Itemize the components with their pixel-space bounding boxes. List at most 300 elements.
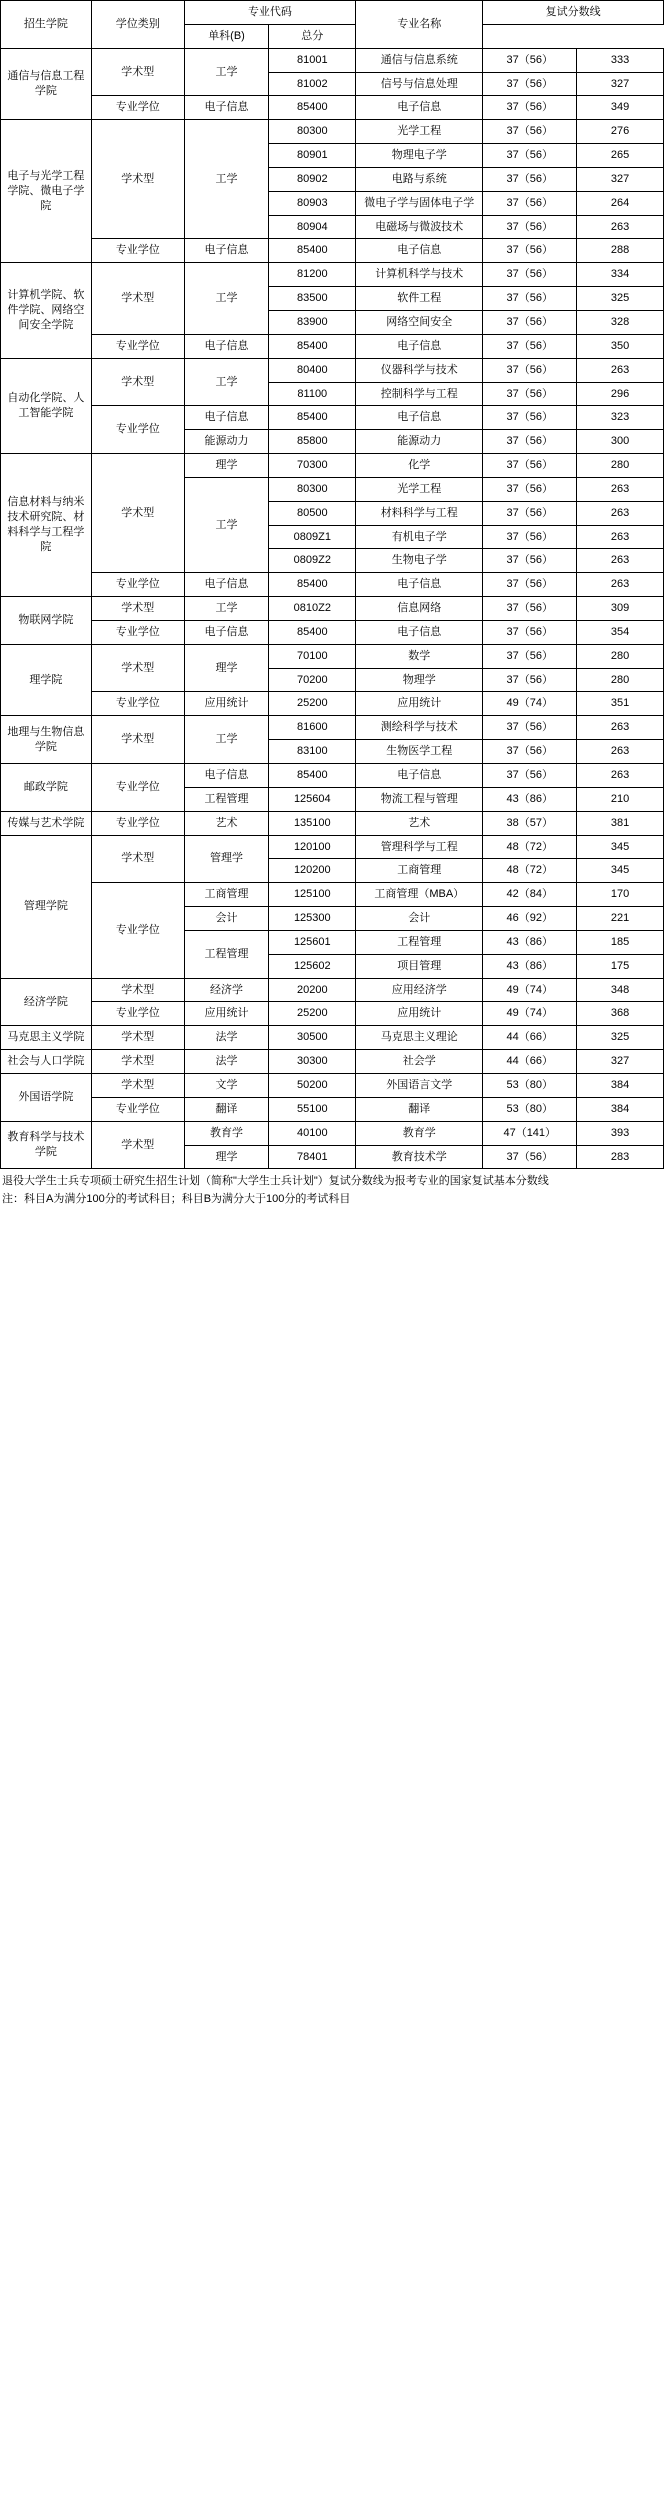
- cell-major-name: 物流工程与管理: [356, 787, 483, 811]
- cell-major-name: 教育学: [356, 1121, 483, 1145]
- cell-major-code: 30300: [269, 1050, 356, 1074]
- cell-college: 马克思主义学院: [1, 1026, 92, 1050]
- cell-total-score: 309: [577, 597, 664, 621]
- cell-major-code: 83500: [269, 287, 356, 311]
- cell-major-code: 80400: [269, 358, 356, 382]
- table-row: [1, 692, 664, 716]
- cell-major-name: 网络空间安全: [356, 310, 483, 334]
- cell-single-subject-score: 37（56）: [483, 1145, 577, 1169]
- cell-college: 教育科学与技术学院: [1, 1121, 92, 1169]
- cell-major-name: 电子信息: [356, 764, 483, 788]
- cell-category: 电子信息: [184, 239, 269, 263]
- cell-major-name: 信息网络: [356, 597, 483, 621]
- cell-single-subject-score: 48（72）: [483, 835, 577, 859]
- cell-category: 理学: [184, 454, 269, 478]
- cell-single-subject-score: 37（56）: [483, 382, 577, 406]
- cell-total-score: 265: [577, 144, 664, 168]
- cell-degree-type: 学术型: [91, 644, 184, 692]
- note-line-1: 退役大学生士兵专项硕士研究生招生计划（简称"大学生士兵计划"）复试分数线为报考专业的国家复试基本分数线: [2, 1175, 549, 1188]
- cell-major-name: 生物医学工程: [356, 740, 483, 764]
- header-total: 总分: [269, 24, 356, 48]
- cell-degree-type: 专业学位: [91, 811, 184, 835]
- cell-major-code: 80500: [269, 501, 356, 525]
- cell-category: 能源动力: [184, 430, 269, 454]
- cell-degree-type: 学术型: [91, 48, 184, 96]
- cell-major-name: 外国语言文学: [356, 1073, 483, 1097]
- cell-major-code: 83100: [269, 740, 356, 764]
- header-retest-line: 复试分数线: [483, 1, 664, 25]
- cell-degree-type: 专业学位: [91, 883, 184, 978]
- cell-major-code: 78401: [269, 1145, 356, 1169]
- cell-total-score: 348: [577, 978, 664, 1002]
- cell-major-name: 项目管理: [356, 954, 483, 978]
- cell-college: 外国语学院: [1, 1073, 92, 1121]
- cell-single-subject-score: 37（56）: [483, 215, 577, 239]
- cell-category: 理学: [184, 644, 269, 692]
- table-row: [1, 883, 664, 907]
- cell-single-subject-score: 37（56）: [483, 334, 577, 358]
- cell-major-name: 工商管理: [356, 859, 483, 883]
- cell-major-name: 管理科学与工程: [356, 835, 483, 859]
- cell-total-score: 283: [577, 1145, 664, 1169]
- cell-total-score: 288: [577, 239, 664, 263]
- cell-major-name: 电子信息: [356, 406, 483, 430]
- cell-single-subject-score: 37（56）: [483, 716, 577, 740]
- cell-degree-type: 专业学位: [91, 620, 184, 644]
- cell-major-name: 仪器科学与技术: [356, 358, 483, 382]
- cell-category: 文学: [184, 1073, 269, 1097]
- table-row: [1, 620, 664, 644]
- cell-major-code: 85400: [269, 96, 356, 120]
- cell-major-code: 80904: [269, 215, 356, 239]
- cell-degree-type: 学术型: [91, 1026, 184, 1050]
- cell-single-subject-score: 53（80）: [483, 1097, 577, 1121]
- cell-total-score: 384: [577, 1073, 664, 1097]
- retest-score-table: [0, 0, 664, 1169]
- cell-category: 工学: [184, 597, 269, 621]
- cell-total-score: 368: [577, 1002, 664, 1026]
- cell-single-subject-score: 37（56）: [483, 239, 577, 263]
- cell-single-subject-score: 37（56）: [483, 764, 577, 788]
- cell-single-subject-score: 42（84）: [483, 883, 577, 907]
- cell-single-subject-score: 44（66）: [483, 1026, 577, 1050]
- cell-single-subject-score: 48（72）: [483, 859, 577, 883]
- cell-category: 艺术: [184, 811, 269, 835]
- cell-total-score: 345: [577, 859, 664, 883]
- cell-total-score: 334: [577, 263, 664, 287]
- cell-total-score: 327: [577, 72, 664, 96]
- cell-major-code: 120100: [269, 835, 356, 859]
- cell-total-score: 280: [577, 668, 664, 692]
- cell-single-subject-score: 37（56）: [483, 191, 577, 215]
- cell-single-subject-score: 37（56）: [483, 740, 577, 764]
- cell-major-name: 通信与信息系统: [356, 48, 483, 72]
- cell-single-subject-score: 37（56）: [483, 644, 577, 668]
- cell-category: 应用统计: [184, 1002, 269, 1026]
- cell-major-name: 信号与信息处理: [356, 72, 483, 96]
- cell-single-subject-score: 37（56）: [483, 525, 577, 549]
- cell-single-subject-score: 38（57）: [483, 811, 577, 835]
- cell-single-subject-score: 37（56）: [483, 120, 577, 144]
- cell-major-name: 电子信息: [356, 239, 483, 263]
- cell-single-subject-score: 43（86）: [483, 930, 577, 954]
- cell-college: 计算机学院、软件学院、网络空间安全学院: [1, 263, 92, 358]
- cell-major-name: 微电子学与固体电子学: [356, 191, 483, 215]
- cell-total-score: 263: [577, 477, 664, 501]
- cell-category: 工学: [184, 716, 269, 764]
- cell-major-code: 81002: [269, 72, 356, 96]
- cell-major-code: 0809Z1: [269, 525, 356, 549]
- cell-college: 社会与人口学院: [1, 1050, 92, 1074]
- cell-major-code: 80902: [269, 167, 356, 191]
- cell-major-code: 85800: [269, 430, 356, 454]
- cell-category: 工学: [184, 48, 269, 96]
- cell-category: 工程管理: [184, 787, 269, 811]
- cell-major-code: 135100: [269, 811, 356, 835]
- cell-major-name: 控制科学与工程: [356, 382, 483, 406]
- cell-degree-type: 专业学位: [91, 334, 184, 358]
- cell-total-score: 349: [577, 96, 664, 120]
- cell-major-name: 应用统计: [356, 1002, 483, 1026]
- cell-single-subject-score: 37（56）: [483, 72, 577, 96]
- cell-college: 管理学院: [1, 835, 92, 978]
- table-row: [1, 120, 664, 144]
- cell-major-code: 81600: [269, 716, 356, 740]
- cell-total-score: 325: [577, 1026, 664, 1050]
- cell-total-score: 280: [577, 644, 664, 668]
- cell-major-code: 125602: [269, 954, 356, 978]
- cell-total-score: 280: [577, 454, 664, 478]
- table-row: [1, 1121, 664, 1145]
- cell-major-code: 81100: [269, 382, 356, 406]
- cell-total-score: 325: [577, 287, 664, 311]
- table-header: [1, 1, 664, 49]
- cell-major-code: 30500: [269, 1026, 356, 1050]
- cell-college: 地理与生物信息学院: [1, 716, 92, 764]
- cell-single-subject-score: 49（74）: [483, 1002, 577, 1026]
- cell-major-code: 85400: [269, 573, 356, 597]
- cell-category: 法学: [184, 1026, 269, 1050]
- cell-total-score: 263: [577, 716, 664, 740]
- cell-major-code: 55100: [269, 1097, 356, 1121]
- cell-total-score: 263: [577, 215, 664, 239]
- cell-major-name: 马克思主义理论: [356, 1026, 483, 1050]
- cell-degree-type: 学术型: [91, 716, 184, 764]
- cell-single-subject-score: 49（74）: [483, 978, 577, 1002]
- cell-major-name: 能源动力: [356, 430, 483, 454]
- cell-major-name: 翻译: [356, 1097, 483, 1121]
- cell-category: 电子信息: [184, 573, 269, 597]
- cell-major-code: 125601: [269, 930, 356, 954]
- table-row: [1, 597, 664, 621]
- cell-total-score: 263: [577, 358, 664, 382]
- cell-major-name: 艺术: [356, 811, 483, 835]
- cell-category: 工商管理: [184, 883, 269, 907]
- cell-degree-type: 学术型: [91, 263, 184, 335]
- table-row: [1, 1073, 664, 1097]
- note-line-2: 注：科目A为满分100分的考试科目；科目B为满分大于100分的考试科目: [2, 1192, 351, 1205]
- header-college: 招生学院: [1, 1, 92, 49]
- cell-college: 自动化学院、人工智能学院: [1, 358, 92, 453]
- cell-major-name: 生物电子学: [356, 549, 483, 573]
- cell-major-code: 70100: [269, 644, 356, 668]
- cell-total-score: 381: [577, 811, 664, 835]
- header-major-code: 专业代码: [184, 1, 356, 25]
- cell-college: 信息材料与纳米技术研究院、材料科学与工程学院: [1, 454, 92, 597]
- cell-major-code: 80901: [269, 144, 356, 168]
- cell-total-score: 333: [577, 48, 664, 72]
- header-major-name: 专业名称: [356, 1, 483, 49]
- cell-total-score: 263: [577, 740, 664, 764]
- cell-degree-type: 专业学位: [91, 692, 184, 716]
- cell-single-subject-score: 49（74）: [483, 692, 577, 716]
- cell-college: 经济学院: [1, 978, 92, 1026]
- cell-category: 工学: [184, 358, 269, 406]
- cell-single-subject-score: 53（80）: [483, 1073, 577, 1097]
- cell-degree-type: 学术型: [91, 597, 184, 621]
- table-row: [1, 716, 664, 740]
- cell-category: 电子信息: [184, 96, 269, 120]
- cell-degree-type: 学术型: [91, 1050, 184, 1074]
- cell-major-code: 81001: [269, 48, 356, 72]
- cell-category: 工程管理: [184, 930, 269, 978]
- table-row: [1, 978, 664, 1002]
- cell-category: 理学: [184, 1145, 269, 1169]
- cell-college: 邮政学院: [1, 764, 92, 812]
- cell-total-score: 328: [577, 310, 664, 334]
- cell-major-code: 83900: [269, 310, 356, 334]
- cell-total-score: 350: [577, 334, 664, 358]
- cell-category: 电子信息: [184, 334, 269, 358]
- cell-major-code: 120200: [269, 859, 356, 883]
- cell-single-subject-score: 37（56）: [483, 501, 577, 525]
- cell-single-subject-score: 37（56）: [483, 454, 577, 478]
- cell-single-subject-score: 43（86）: [483, 787, 577, 811]
- cell-major-name: 物理学: [356, 668, 483, 692]
- cell-category: 教育学: [184, 1121, 269, 1145]
- cell-major-name: 化学: [356, 454, 483, 478]
- cell-major-name: 电子信息: [356, 96, 483, 120]
- cell-college: 电子与光学工程学院、微电子学院: [1, 120, 92, 263]
- table-notes: [0, 1169, 664, 1210]
- cell-college: 传媒与艺术学院: [1, 811, 92, 835]
- cell-single-subject-score: 37（56）: [483, 287, 577, 311]
- table-row: [1, 811, 664, 835]
- cell-major-name: 材料科学与工程: [356, 501, 483, 525]
- cell-major-name: 电子信息: [356, 573, 483, 597]
- cell-total-score: 175: [577, 954, 664, 978]
- cell-total-score: 354: [577, 620, 664, 644]
- cell-major-name: 工程管理: [356, 930, 483, 954]
- cell-category: 工学: [184, 263, 269, 335]
- cell-total-score: 221: [577, 907, 664, 931]
- cell-major-name: 会计: [356, 907, 483, 931]
- cell-category: 翻译: [184, 1097, 269, 1121]
- cell-major-code: 20200: [269, 978, 356, 1002]
- cell-college: 物联网学院: [1, 597, 92, 645]
- cell-total-score: 393: [577, 1121, 664, 1145]
- header-row-1: [1, 1, 664, 25]
- cell-single-subject-score: 37（56）: [483, 597, 577, 621]
- cell-single-subject-score: 37（56）: [483, 668, 577, 692]
- cell-major-name: 光学工程: [356, 120, 483, 144]
- cell-major-code: 80903: [269, 191, 356, 215]
- cell-category: 应用统计: [184, 692, 269, 716]
- table-body: [1, 48, 664, 1169]
- table-row: [1, 406, 664, 430]
- table-row: [1, 454, 664, 478]
- cell-single-subject-score: 37（56）: [483, 430, 577, 454]
- header-degree-type: 学位类别: [91, 1, 184, 49]
- cell-major-code: 50200: [269, 1073, 356, 1097]
- cell-total-score: 263: [577, 501, 664, 525]
- cell-degree-type: 学术型: [91, 120, 184, 239]
- cell-total-score: 263: [577, 525, 664, 549]
- cell-major-code: 0809Z2: [269, 549, 356, 573]
- cell-total-score: 296: [577, 382, 664, 406]
- cell-major-code: 85400: [269, 764, 356, 788]
- cell-degree-type: 专业学位: [91, 239, 184, 263]
- cell-major-code: 85400: [269, 620, 356, 644]
- cell-degree-type: 学术型: [91, 358, 184, 406]
- cell-degree-type: 学术型: [91, 1073, 184, 1097]
- cell-single-subject-score: 46（92）: [483, 907, 577, 931]
- cell-major-name: 测绘科学与技术: [356, 716, 483, 740]
- cell-major-name: 教育技术学: [356, 1145, 483, 1169]
- cell-major-name: 软件工程: [356, 287, 483, 311]
- header-single-subject: 单科(B): [184, 24, 269, 48]
- cell-single-subject-score: 37（56）: [483, 263, 577, 287]
- cell-major-name: 数学: [356, 644, 483, 668]
- cell-degree-type: 学术型: [91, 454, 184, 573]
- cell-degree-type: 专业学位: [91, 1097, 184, 1121]
- cell-single-subject-score: 37（56）: [483, 620, 577, 644]
- cell-total-score: 263: [577, 764, 664, 788]
- cell-total-score: 323: [577, 406, 664, 430]
- cell-major-code: 80300: [269, 477, 356, 501]
- cell-total-score: 263: [577, 573, 664, 597]
- cell-major-name: 应用经济学: [356, 978, 483, 1002]
- cell-major-code: 125300: [269, 907, 356, 931]
- cell-single-subject-score: 37（56）: [483, 167, 577, 191]
- cell-total-score: 210: [577, 787, 664, 811]
- cell-category: 电子信息: [184, 764, 269, 788]
- cell-total-score: 345: [577, 835, 664, 859]
- cell-major-name: 电子信息: [356, 334, 483, 358]
- cell-category: 工学: [184, 477, 269, 572]
- table-row: [1, 96, 664, 120]
- cell-major-name: 电磁场与微波技术: [356, 215, 483, 239]
- cell-major-code: 85400: [269, 334, 356, 358]
- cell-total-score: 185: [577, 930, 664, 954]
- cell-major-code: 40100: [269, 1121, 356, 1145]
- table-row: [1, 573, 664, 597]
- cell-major-code: 81200: [269, 263, 356, 287]
- table-row: [1, 263, 664, 287]
- cell-major-code: 85400: [269, 406, 356, 430]
- cell-single-subject-score: 37（56）: [483, 406, 577, 430]
- cell-degree-type: 专业学位: [91, 573, 184, 597]
- cell-degree-type: 学术型: [91, 1121, 184, 1169]
- cell-total-score: 351: [577, 692, 664, 716]
- cell-category: 经济学: [184, 978, 269, 1002]
- table-row: [1, 835, 664, 859]
- cell-major-name: 光学工程: [356, 477, 483, 501]
- table-row: [1, 1050, 664, 1074]
- cell-category: 法学: [184, 1050, 269, 1074]
- table-row: [1, 358, 664, 382]
- cell-degree-type: 专业学位: [91, 764, 184, 812]
- cell-major-name: 有机电子学: [356, 525, 483, 549]
- cell-total-score: 264: [577, 191, 664, 215]
- cell-total-score: 263: [577, 549, 664, 573]
- cell-major-code: 0810Z2: [269, 597, 356, 621]
- table-row: [1, 644, 664, 668]
- cell-single-subject-score: 47（141）: [483, 1121, 577, 1145]
- cell-major-name: 应用统计: [356, 692, 483, 716]
- cell-single-subject-score: 37（56）: [483, 96, 577, 120]
- cell-college: 通信与信息工程学院: [1, 48, 92, 120]
- cell-college: 理学院: [1, 644, 92, 716]
- cell-category: 管理学: [184, 835, 269, 883]
- table-row: [1, 1097, 664, 1121]
- cell-major-code: 25200: [269, 692, 356, 716]
- cell-total-score: 384: [577, 1097, 664, 1121]
- cell-major-code: 125604: [269, 787, 356, 811]
- cell-major-name: 电子信息: [356, 620, 483, 644]
- cell-total-score: 327: [577, 1050, 664, 1074]
- score-line-page: [0, 0, 664, 1210]
- cell-single-subject-score: 37（56）: [483, 310, 577, 334]
- cell-degree-type: 专业学位: [91, 406, 184, 454]
- cell-total-score: 170: [577, 883, 664, 907]
- cell-single-subject-score: 44（66）: [483, 1050, 577, 1074]
- cell-major-code: 125100: [269, 883, 356, 907]
- cell-category: 电子信息: [184, 406, 269, 430]
- table-row: [1, 764, 664, 788]
- cell-category: 会计: [184, 907, 269, 931]
- table-row: [1, 1002, 664, 1026]
- cell-major-code: 25200: [269, 1002, 356, 1026]
- cell-category: 电子信息: [184, 620, 269, 644]
- cell-total-score: 300: [577, 430, 664, 454]
- table-row: [1, 239, 664, 263]
- table-row: [1, 48, 664, 72]
- table-row: [1, 334, 664, 358]
- table-row: [1, 1026, 664, 1050]
- cell-major-code: 85400: [269, 239, 356, 263]
- cell-total-score: 327: [577, 167, 664, 191]
- cell-degree-type: 专业学位: [91, 96, 184, 120]
- cell-major-code: 70200: [269, 668, 356, 692]
- cell-major-name: 计算机科学与技术: [356, 263, 483, 287]
- cell-single-subject-score: 43（86）: [483, 954, 577, 978]
- cell-single-subject-score: 37（56）: [483, 549, 577, 573]
- cell-major-code: 70300: [269, 454, 356, 478]
- cell-single-subject-score: 37（56）: [483, 48, 577, 72]
- cell-degree-type: 专业学位: [91, 1002, 184, 1026]
- cell-total-score: 276: [577, 120, 664, 144]
- cell-category: 工学: [184, 120, 269, 239]
- cell-major-code: 80300: [269, 120, 356, 144]
- cell-major-name: 工商管理（MBA）: [356, 883, 483, 907]
- cell-single-subject-score: 37（56）: [483, 477, 577, 501]
- cell-major-name: 物理电子学: [356, 144, 483, 168]
- cell-major-name: 电路与系统: [356, 167, 483, 191]
- cell-single-subject-score: 37（56）: [483, 144, 577, 168]
- cell-major-name: 社会学: [356, 1050, 483, 1074]
- cell-degree-type: 学术型: [91, 835, 184, 883]
